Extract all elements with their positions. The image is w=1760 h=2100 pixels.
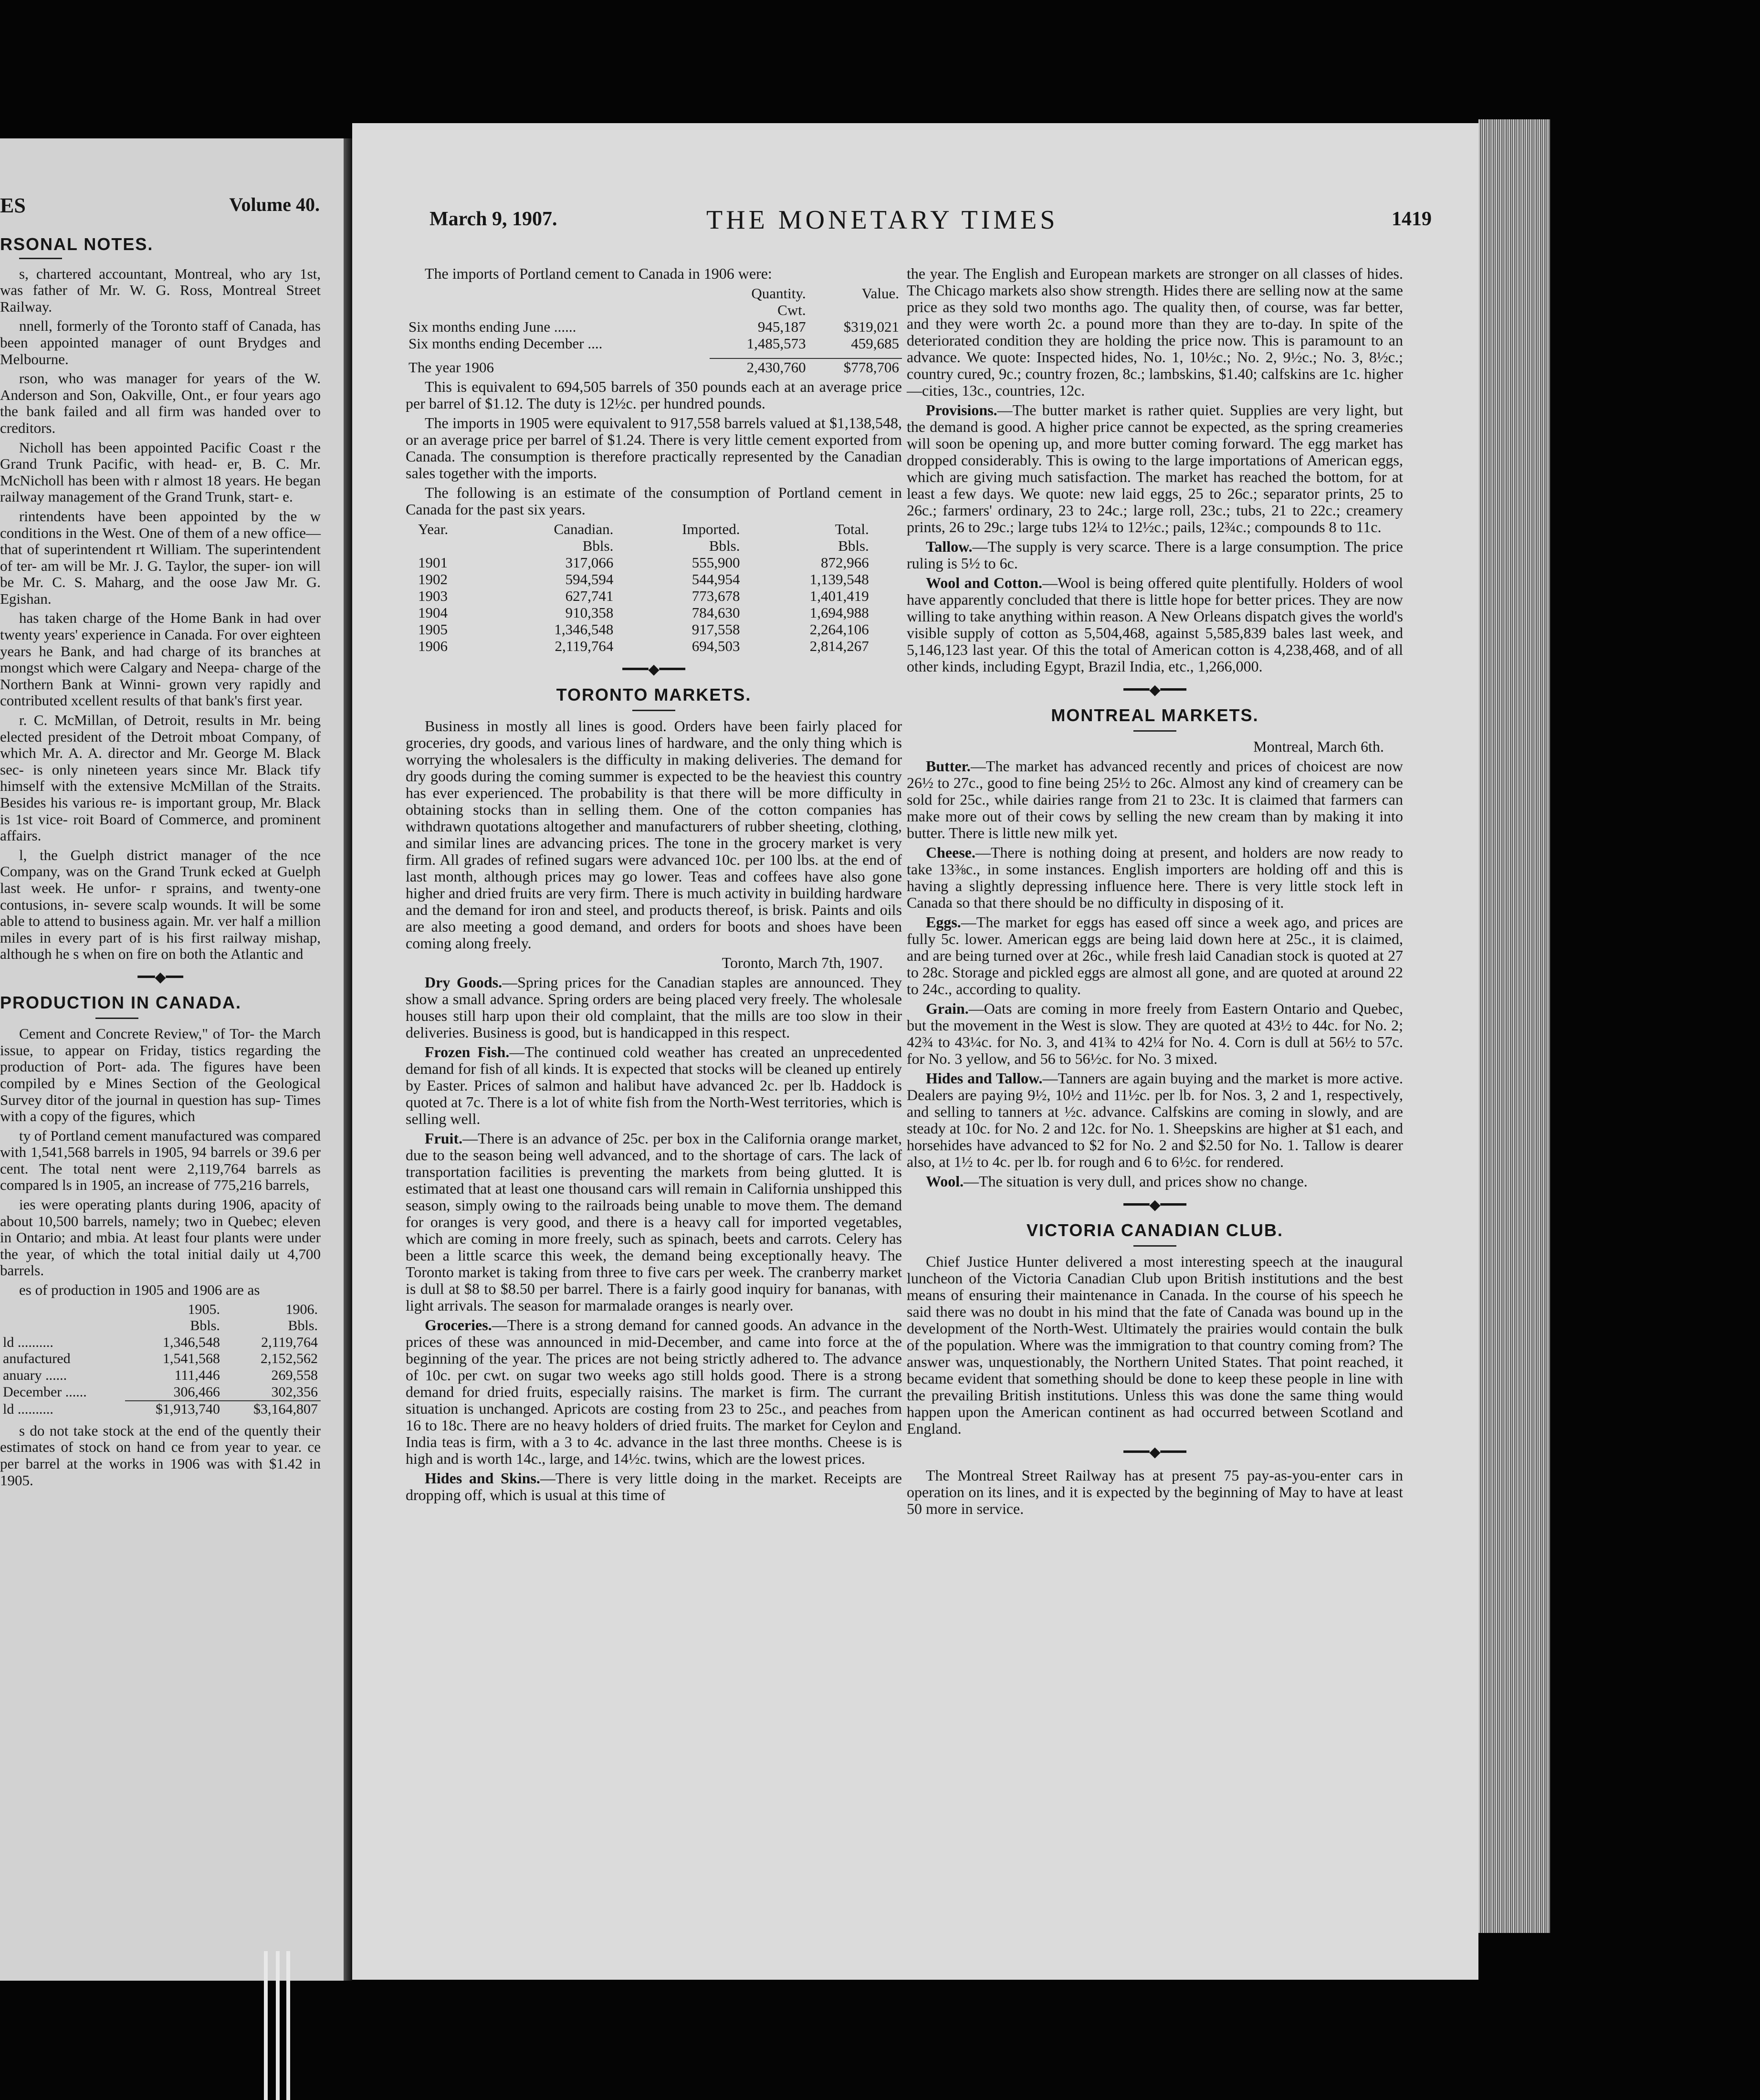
left-page-header (0, 193, 334, 218)
binding-stripe (264, 1951, 268, 2100)
montreal-markets-heading: MONTREAL MARKETS. (1051, 705, 1259, 725)
section-ornament: ━━━◆━━━ (1123, 1444, 1186, 1460)
left-column (0, 236, 321, 1491)
toronto-markets-heading: TORONTO MARKETS. (556, 685, 752, 704)
street-railway-paragraph: The Montreal Street Railway has at present 75 pay-as-you-enter cars in operation on its lines, and it is expected by the beginning of May to have at least 50 more in service. (907, 1467, 1403, 1517)
personal-paragraph: rintendents have been appointed by the w conditions in the West. One of them of a new office—that of superintendent rt William. The superintendent of ter- am will be Mr. J. G. Taylor, the super- ion will be Mr. C. S. Maharg, and the oose Jaw Mr. G. Egishan. (0, 507, 321, 607)
table-row: 1901 317,066 555,900 872,966 (418, 554, 869, 571)
production-paragraph: Cement and Concrete Review," of Tor- the March issue, to appear on Friday, tistics regarding the production of Port- ada. The figures have been compiled by e Mines Section of the Geological Survey ditor of the journal in question has sup- Times with a copy of the figures, which (0, 1025, 321, 1125)
market-section: Hides and Skins.—There is very little doing in the market. Receipts are dropping off, which is usual at this time of (406, 1470, 902, 1503)
personal-paragraph: Nicholl has been appointed Pacific Coast r the Grand Trunk Pacific, with head- er, B. C. Mr. McNicholl has been with r almost 18 years. He began railway management of the Grand Trunk, start- e. (0, 439, 321, 505)
market-section: Tallow.—The supply is very scarce. There is a large consumption. The price ruling is 5½ to 6c. (907, 538, 1403, 572)
page-number: 1419 (1392, 208, 1432, 230)
table-total-row: The year 1906 2,430,760 $778,706 (406, 358, 902, 376)
production-heading: PRODUCTION IN CANADA. (0, 992, 241, 1012)
personal-paragraph: has taken charge of the Home Bank in had over twenty years' experience in Canada. For over eighteen years he Bank, and had charge of its branches at mongst which were Calgary and Neepa- charge of the Northern Bank at Winni- grown very rapidly and contributed xcellent results of that bank's first year. (0, 609, 321, 709)
montreal-dateline: Montreal, March 6th. (1253, 738, 1384, 755)
table-row: ld .......... 1,346,548 2,119,764 (3, 1334, 318, 1350)
cement-paragraph: The following is an estimate of the consumption of Portland cement in Canada for the past six years. (406, 484, 902, 518)
left-header-fragment: ES (0, 194, 26, 217)
running-head (430, 205, 1432, 236)
year-header: 1905. (188, 1301, 220, 1317)
market-section: Fruit.—There is an advance of 25c. per box in the California orange market, due to the season being well advanced, and to the shortage of cars. The lack of transportation facilities is preventing the markets from being glutted. It is estimated that at least one thousand cars will remain in California unshipped this season, simply owing to the railroads being unable to move them. The demand for oranges is very good, and there is a heavy call for imported vegetables, which are coming in more freely, such as spinach, beets and carrots. Celery has been a little scarce this week, the demand being exceptionally heavy. The Toronto market is taking from three to five cars per week. The cranberry market is dull at $8 to $8.50 per barrel. There is a fairly good inquiry for bananas, with light arrivals. The season for marmalade oranges is nearly over. (406, 1130, 902, 1314)
personal-notes-heading: RSONAL NOTES. (0, 234, 154, 254)
unit-header: Bbls. (288, 1318, 318, 1334)
table-row: 1906 2,119,764 694,503 2,814,267 (418, 638, 869, 654)
market-section: Cheese.—There is nothing doing at present, and holders are now ready to take 13⅜c., in some instances. English importers are holding off and this is having a slightly depressing influence here. There is very little stock left in Canada so that there should be no difficulty in disposing of it. (907, 844, 1403, 911)
table-row: 1903 627,741 773,678 1,401,419 (418, 588, 869, 604)
table-row: 1902 594,594 544,954 1,139,548 (418, 571, 869, 588)
heading-rule (632, 710, 675, 711)
closing-paragraph: s do not take stock at the end of the quently their estimates of stock on hand ce from year to year. ce per barrel at the works in 1906 was with $1.42 in 1905. (0, 1422, 321, 1489)
table-row: anuary ...... 111,446 269,558 (3, 1367, 318, 1383)
table-total-row: ld .......... $1,913,740 $3,164,807 (0, 1401, 321, 1418)
section-ornament: ━━━◆━━━ (1123, 682, 1186, 698)
market-section: Wool.—The situation is very dull, and prices show no change. (926, 1173, 1308, 1190)
cwt-header: Cwt. (777, 302, 806, 318)
table-row: December ...... 306,466 302,356 (3, 1384, 318, 1400)
victoria-paragraph: Chief Justice Hunter delivered a most interesting speech at the inaugural luncheon of the Victoria Canadian Club upon British institutions and the best means of ensuring their maintenance in Canada. In the course of his speech he said there was no doubt in his mind that the fate of Canada was bound up in the development of the North-West. Ultimately the prairies would contain the bulk of the population. Where was the immigration to that country coming from? The answer was, unquestionably, the Northern United States. That point reached, it became evident that something should be done to keep these people in line with the prevailing British institutions. Unless this was done the same thing would happen upon the American continent as had occurred between Scotland and England. (907, 1253, 1403, 1437)
table-row: 1904 910,358 784,630 1,694,988 (418, 604, 869, 621)
personal-paragraph: nnell, formerly of the Toronto staff of Canada, has been appointed manager of ount Brydges and Melbourne. (0, 317, 321, 368)
market-section: Butter.—The market has advanced recently and prices of choicest are now 26½ to 27c., good to fine being 25½ to 26c. Almost any kind of creamery can be sold for 25c., while dairies range from 21 to 23c. It is claimed that farmers can make more out of their cows by selling the new cream than by making it into butter. There is little new milk yet. (907, 757, 1403, 841)
personal-paragraph: l, the Guelph district manager of the nce Company, was on the Grand Trunk ecked at Guelph last week. He unfor- r sprains, and twenty-one contusions, in- severe scalp wounds. It will be some able to attend to business again. Mr. ver half a million miles in every part of is his first railway mishap, although he s when on fire on both the Atlantic and (0, 846, 321, 963)
market-section: Eggs.—The market for eggs has eased off since a week ago, and prices are fully 5c. lower. American eggs are being laid down here at 25c., it is claimed, and are being turned over at 26c., while fresh laid Canadian stock is quoted at 27 to 28c. Storage and pickled eggs are almost all gone, and are quoted at around 22 to 24c., according to quality. (907, 914, 1403, 998)
cement-paragraph: The imports in 1905 were equivalent to 917,558 barrels valued at $1,138,548, or an average price per barrel of $1.24. There is very little cement exported from Canada. The consumption is therefore practically represented by the Canadian sales together with the imports. (406, 414, 902, 482)
section-ornament: ━━◆━━ (137, 969, 183, 985)
year-header: 1906. (285, 1301, 318, 1317)
production-paragraph: ies were operating plants during 1906, apacity of about 10,500 barrels, namely; two in Quebec; eleven in Ontario; and mbia. At least four plants were under the year, of which the total initial daily ut 4,700 barrels. (0, 1196, 321, 1279)
market-section: Grain.—Oats are coming in more freely from Eastern Ontario and Quebec, but the movement in the West is slow. They are quoted at 43½ to 44c. for No. 2; 42¾ to 43¼c. for No. 3, and 41¾ to 42¼ for No. 4. Corn is dull at 56½ to 57c. for No. 3 yellow, and 56 to 56½c. for No. 3 mixed. (907, 1000, 1403, 1067)
market-section: Hides and Tallow.—Tanners are again buying and the market is more active. Dealers are paying 9½, 10½ and 11½c. per lb. for Nos. 3, 2 and 1, respectively, and selling to tanners at ½c. advance. Calfskins are coming in slowly, and are steady at 10c. for No. 2 and 12c. for No. 1. Sheepskins are higher at $1 each, and horsehides have advanced to $2 for No. 2 and $2.50 for No. 1. Tallow is dearer also, at 1½ to 4c. per lb. for rough and 6 to 6½c. for rendered. (907, 1070, 1404, 1170)
cement-intro: The imports of Portland cement to Canada in 1906 were: (425, 265, 772, 282)
table-row: Six months ending June ...... 945,187 $319,021 (409, 318, 899, 335)
left-page (0, 138, 344, 1981)
market-section: Wool and Cotton.—Wool is being offered quite plentifully. Holders of wool have apparently concluded that there is little hope for better prices. They are now willing to take anything within reason. A New Orleans dispatch gives the world's visible supply of cotton as 5,504,468, against 5,585,839 bales last week, and 5,146,123 last year. Of this the total of American cotton is 4,238,468, and of all other kinds, including Egypt, Brazil India, etc., 1,266,000. (907, 574, 1404, 675)
victoria-club-heading: VICTORIA CANADIAN CLUB. (1027, 1220, 1283, 1240)
quantity-header: Quantity. (751, 285, 806, 302)
binding-stripe (276, 1951, 280, 2100)
market-section: Groceries.—There is a strong demand for canned goods. An advance in the prices of these was announced in mid-December, and came into force at the beginning of the year. The prices are not being strictly adhered to. The advance of 10c. per cwt. on sugar two weeks ago still holds good. There is a strong demand for dried fruits, especially raisins. The market is firm. The currant situation is unchanged. Apricots are costing from 23 to 25c., and peaches from 16 to 18c. There are no heavy holders of dried fruits. The market for Ceylon and India teas is firm, with a 3 to 4c. advance in the last three months. Cheese is is high and is worth 14c., large, and 14½c. twins, which are the lowest prices. (406, 1316, 902, 1467)
personal-paragraph: s, chartered accountant, Montreal, who ary 1st, was father of Mr. W. G. Ross, Montreal Street Railway. (0, 265, 321, 315)
binding-stripe (286, 1951, 290, 2100)
publication-title: THE MONETARY TIMES (706, 205, 1058, 235)
consumption-table: Year. Canadian. Imported. Total. Bbls. Bbls. Bbls. 1901 317,066 555,900 872,966 1902 594,594 544,954 1,139,548 1903 627,741 773,678 1,401,419 1904 910,358 784,630 1,694,988 1905 1,346,548 917,558 2,264,106 1906 2,119,764 694,503 2,814,267 (415, 521, 872, 654)
heading-rule (1133, 730, 1176, 732)
production-paragraph: es of production in 1905 and 1906 are as (19, 1281, 260, 1299)
section-ornament: ━━━◆━━━ (1123, 1197, 1186, 1213)
book-gutter (344, 138, 352, 1981)
volume-label: Volume 40. (229, 194, 320, 215)
market-section: Provisions.—The butter market is rather quiet. Supplies are very light, but the demand is good. A higher price cannot be expected, as the spring creameries will soon be opening up, and more butter coming forward. The egg market has dropped considerably. This is owing to the large importations of American eggs, which are giving much satisfaction. The market has reached the bottom, for at least a few days. We quote: new laid eggs, 25 to 26c.; separator prints, 25 to 26c.; farmers' ordinary, 23 to 24c.; large roll, 23c.; tubs, 21 to 22c.; creamery prints, 26 to 29c.; large tubs 12¼ to 12½c.; pails, 12¾c.; compounds 8 to 11c. (907, 401, 1403, 536)
hides-continued: the year. The English and European markets are stronger on all classes of hides. The Chicago markets also show strength. Hides there are selling now at the same price as they sold two months ago. The quality then, of course, was far better, and they were worth 2c. a pound more than they are to-day. In spite of the deteriorated condition they are holding the price now. This is paramount to an advance. We quote: Inspected hides, No. 1, 10½c.; No. 2, 9½c.; No. 3, 8½c.; country cured, 9c.; country frozen, 8c.; lambskins, $1.40; calfskins are 1c. higher—cities, 13c., countries, 12c. (907, 265, 1403, 399)
toronto-intro: Business in mostly all lines is good. Orders have been fairly placed for groceries, dry goods, and various lines of hardware, and the only thing which is worrying the wholesalers is the difficulty in making deliveries. The demand for dry goods during the coming summer is expected to be the heaviest this country has ever experienced. The probability is that there will be more difficulty in obtaining stocks than in selling them. One of the cotton companies has withdrawn quotations altogether and manufacturers of rubber sheeting, clothing, and similar lines are advancing prices. The tone in the grocery market is very firm. All grades of refined sugars were advanced 10c. per 100 lbs. at the end of last month, although prices may go lower. Teas and coffees have also gone higher and dried fruits are very firm. There is much activity in building hardware and the demand for iron and steel, and products thereof, is brisk. Paints and oils are also meeting a good demand, and orders for boots and shoes have been coming along freely. (406, 717, 902, 952)
cement-imports-table (406, 285, 902, 376)
heading-rule (95, 1018, 138, 1019)
right-page (352, 123, 1478, 1980)
unit-header: Bbls. (190, 1318, 220, 1334)
personal-paragraph: r. C. McMillan, of Detroit, results in Mr. being elected president of the Detroit mboat Company, of which Mr. A. A. director and Mr. George M. Black sec- is only nineteen years since Mr. Black tify himself with the extensive McMillan of the Straits. Besides his various re- is important group, Mr. Black is 1st vice- roit Board of Commerce, and prominent affairs. (0, 712, 321, 844)
toronto-dateline: Toronto, March 7th, 1907. (722, 954, 883, 971)
market-section: Frozen Fish.—The continued cold weather has created an unprecedented demand for fish of all kinds. It is expected that stocks will be cleaned up entirely by Easter. Prices of salmon and halibut have advanced 2c. per lb. Haddock is quoted at 7c. There is a lot of white fish from the North-West territories, which is selling well. (406, 1043, 902, 1127)
section-ornament: ━━━◆━━━ (622, 662, 685, 677)
cement-paragraph: This is equivalent to 694,505 barrels of 350 pounds each at an average price per barrel of $1.12. The duty is 12½c. per hundred pounds. (406, 378, 902, 412)
right-column-2 (907, 265, 1403, 1520)
book-page-edges (1478, 119, 1550, 1933)
right-column-1 (406, 265, 902, 1506)
market-section: Dry Goods.—Spring prices for the Canadian staples are announced. They show a small advance. Spring orders are being placed very freely. The wholesale houses still harp upon their old complaint, that the mills are too slow in their deliveries. Business is good, but is handicapped in this respect. (406, 974, 902, 1041)
value-header: Value. (861, 285, 899, 302)
production-table (0, 1302, 321, 1418)
heading-rule (1133, 1245, 1176, 1247)
issue-date: March 9, 1907. (430, 208, 557, 230)
table-row: 1905 1,346,548 917,558 2,264,106 (418, 621, 869, 638)
production-paragraph: ty of Portland cement manufactured was compared with 1,541,568 barrels in 1905, 94 barrels or 39.6 per cent. The total nent were 2,119,764 barrels as compared ls in 1905, an increase of 775,216 barrels, (0, 1127, 321, 1194)
table-row: Six months ending December .... 1,485,573 459,685 (409, 335, 899, 352)
heading-rule (19, 258, 62, 259)
personal-paragraph: rson, who was manager for years of the W. Anderson and Son, Oakville, Ont., er four years ago the bank failed and all firm was handed over to creditors. (0, 370, 321, 436)
table-row: anufactured 1,541,568 2,152,562 (3, 1351, 318, 1367)
